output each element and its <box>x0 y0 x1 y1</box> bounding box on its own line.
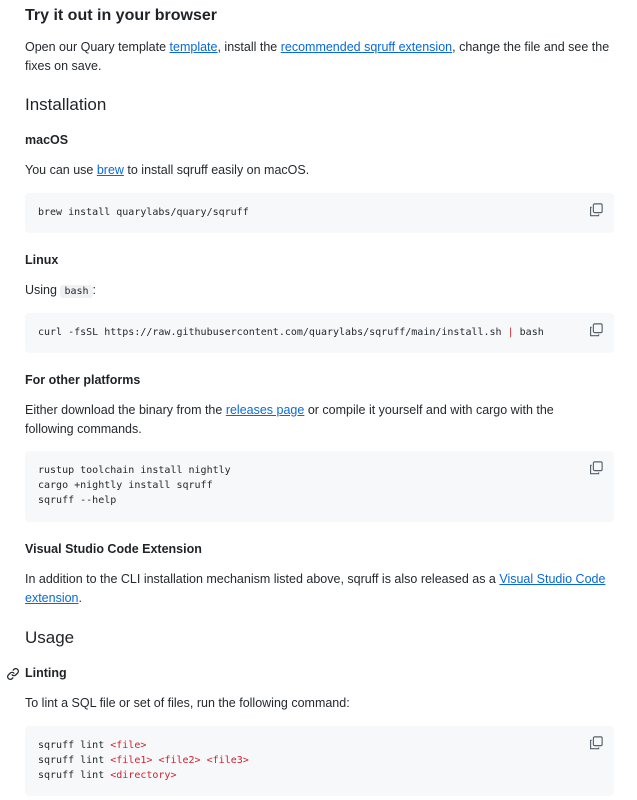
other-platforms-paragraph <box>25 401 625 439</box>
link-icon[interactable] <box>6 667 20 681</box>
heading-vscode-extension: Visual Studio Code Extension <box>25 542 202 556</box>
heading-linux: Linux <box>25 253 59 267</box>
code-line: sqruff --help <box>38 495 117 506</box>
code-line: cargo +nightly install sqruff <box>38 480 213 491</box>
heading-macos: macOS <box>25 133 69 147</box>
sqruff-extension-link[interactable]: recommended sqruff extension <box>280 40 453 54</box>
releases-page-link[interactable]: releases page <box>225 403 305 417</box>
code-token: <directory> <box>110 770 177 781</box>
linting-paragraph: To lint a SQL file or set of files, run the following command: <box>25 696 350 710</box>
code-text: sqruff lint <box>38 770 111 781</box>
copy-icon[interactable] <box>589 736 603 750</box>
heading-installation: Installation <box>25 95 107 114</box>
template-link[interactable]: template <box>169 40 218 54</box>
code-lines <box>38 463 231 508</box>
heading-usage: Usage <box>25 628 75 647</box>
code-lines <box>38 738 249 783</box>
code-token: | <box>507 327 514 338</box>
copy-icon[interactable] <box>589 323 603 337</box>
code-line: brew install quarylabs/quary/sqruff <box>38 207 249 218</box>
inline-code: bash <box>60 285 92 298</box>
heading-linting: Linting <box>25 666 67 680</box>
text: You can use <box>25 163 97 177</box>
other-platforms-code-block <box>25 451 614 522</box>
vscode-paragraph <box>25 570 625 608</box>
code-token: <file2> <box>158 755 201 766</box>
text: fixes on save. <box>25 59 102 73</box>
code-text: sqruff lint <box>38 755 111 766</box>
text: , change the file and see the <box>452 40 610 54</box>
text: Using <box>25 283 61 297</box>
code-token: <file3> <box>206 755 249 766</box>
text: , install the <box>217 40 281 54</box>
code-line: rustup toolchain install nightly <box>38 465 231 476</box>
text: or compile it yourself and with cargo with the <box>304 403 554 417</box>
code-token: <file> <box>110 740 147 751</box>
code-text: curl -fsSL https://raw.githubusercontent.com/quarylabs/sqruff/main/install.sh <box>38 327 508 338</box>
vscode-extension-link[interactable]: extension <box>25 591 79 605</box>
copy-icon[interactable] <box>589 461 603 475</box>
try-it-out-paragraph <box>25 38 625 76</box>
text: to install sqruff easily on macOS. <box>123 163 310 177</box>
linux-code-block <box>25 313 614 353</box>
text: Open our Quary template <box>25 40 170 54</box>
text: . <box>78 591 82 605</box>
code-text: sqruff lint <box>38 740 111 751</box>
macos-code-block <box>25 193 614 233</box>
code-line <box>38 325 544 340</box>
text: : <box>92 283 97 297</box>
linux-paragraph <box>25 281 96 301</box>
text: In addition to the CLI installation mechanism listed above, sqruff is also released as a <box>25 572 500 586</box>
heading-other-platforms: For other platforms <box>25 373 141 387</box>
linting-code-block <box>25 726 614 796</box>
macos-paragraph <box>25 161 309 180</box>
copy-icon[interactable] <box>589 203 603 217</box>
code-text: bash <box>513 327 544 338</box>
heading-try-it-out: Try it out in your browser <box>25 7 218 24</box>
code-token: <file1> <box>110 755 153 766</box>
text: Either download the binary from the <box>25 403 226 417</box>
text: following commands. <box>25 422 142 436</box>
vscode-link[interactable]: Visual Studio Code <box>499 572 606 586</box>
brew-link[interactable]: brew <box>96 163 124 177</box>
